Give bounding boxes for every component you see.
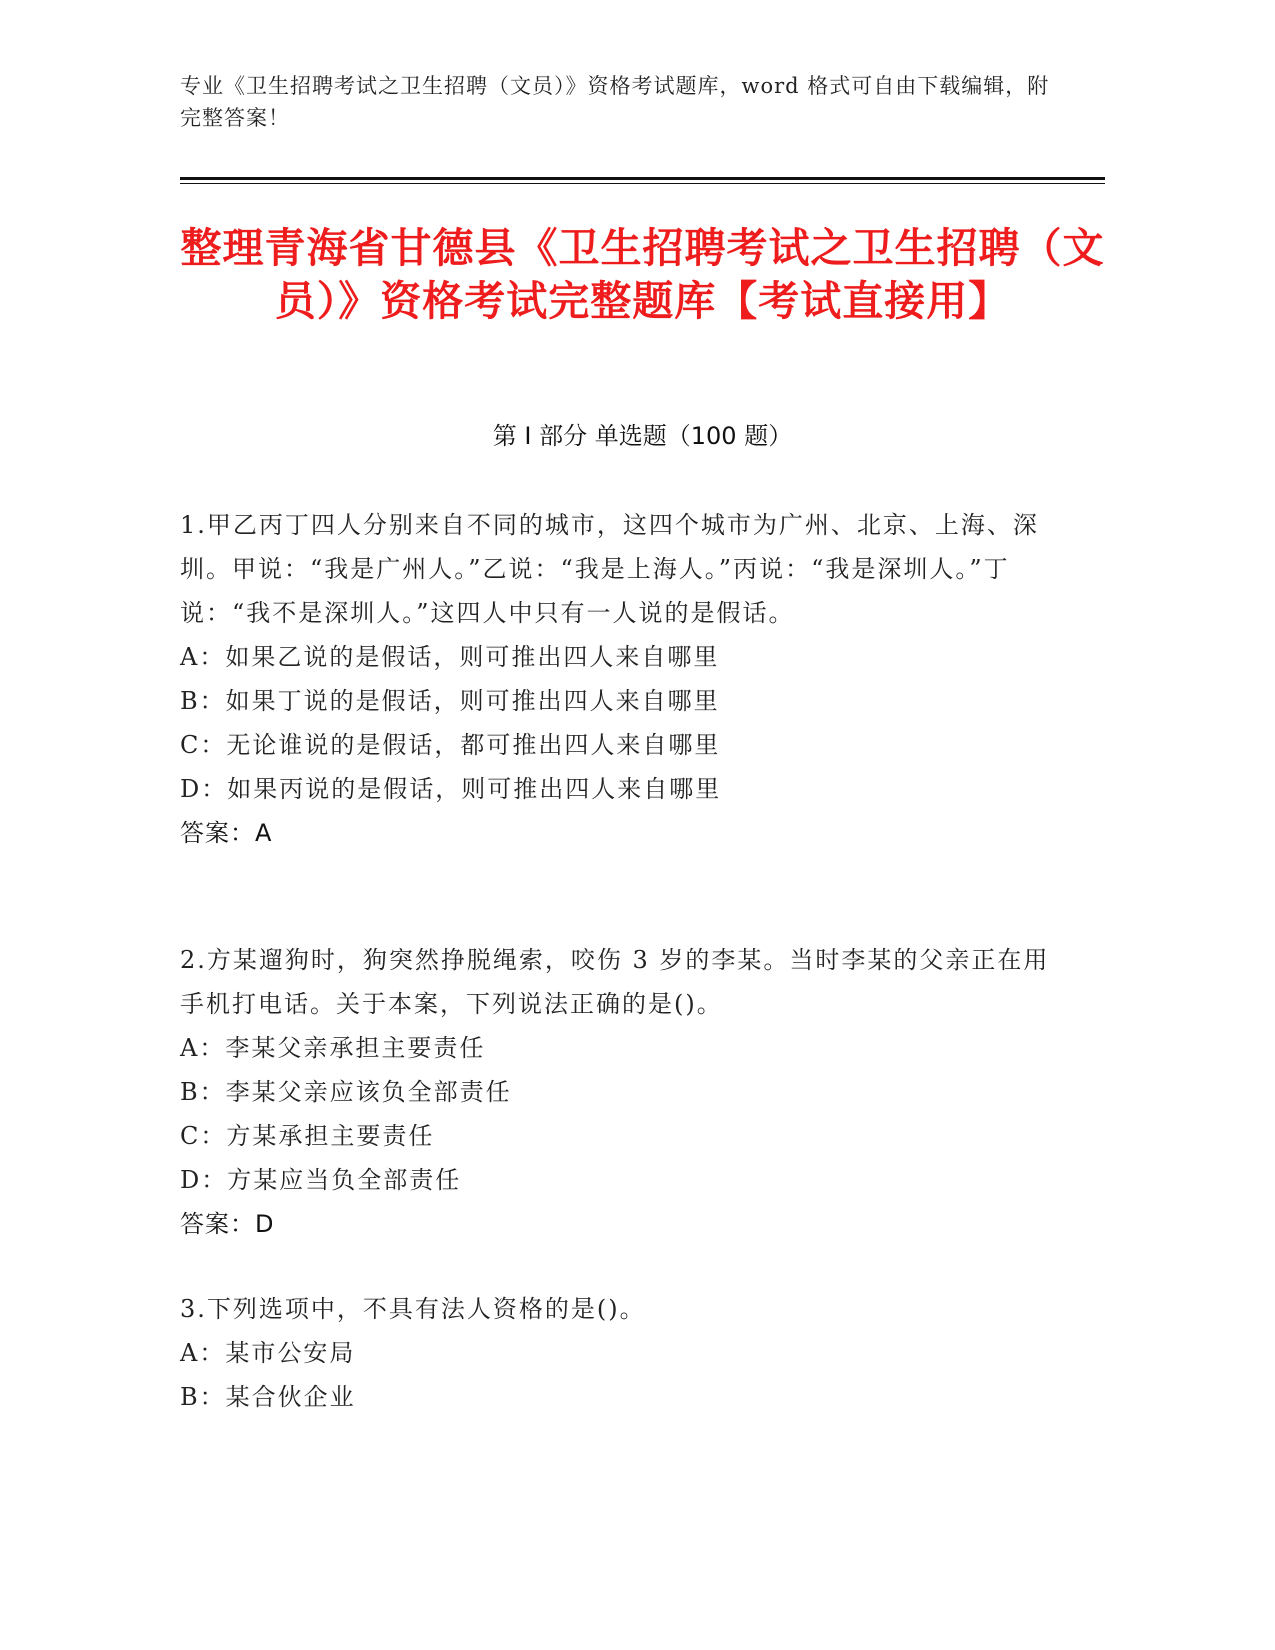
- option-d: D：方某应当负全部责任: [180, 1166, 462, 1194]
- question-stem: 2.方某遛狗时，狗突然挣脱绳索，咬伤 3 岁的李某。当时李某的父亲正在用手机打电话。关于本案，下列说法正确的是()。: [180, 946, 1050, 1018]
- option-b: B：如果丁说的是假话，则可推出四人来自哪里: [180, 687, 720, 715]
- section-title: 第 I 部分 单选题（100 题）: [492, 422, 793, 450]
- option-c: C：方某承担主要责任: [180, 1122, 435, 1150]
- header-note: 专业《卫生招聘考试之卫生招聘（文员）》资格考试题库，word 格式可自由下载编辑，附完整答案！: [180, 74, 1050, 130]
- option-c: C：无论谁说的是假话，都可推出四人来自哪里: [180, 731, 721, 759]
- option-a: A：李某父亲承担主要责任: [180, 1034, 486, 1062]
- option-d: D：如果丙说的是假话，则可推出四人来自哪里: [180, 775, 722, 803]
- option-a: A：如果乙说的是假话，则可推出四人来自哪里: [180, 643, 720, 671]
- question-stem: 3.下列选项中，不具有法人资格的是()。: [180, 1295, 646, 1323]
- answer: 答案：D: [180, 1210, 275, 1238]
- answer: 答案：A: [180, 819, 273, 847]
- option-a: A：某市公安局: [180, 1339, 356, 1367]
- question-3: [180, 1287, 1050, 1419]
- document-title: 整理青海省甘德县《卫生招聘考试之卫生招聘（文员）》资格考试完整题库【考试直接用】: [180, 224, 1105, 325]
- option-b: B：李某父亲应该负全部责任: [180, 1078, 512, 1106]
- question-stem: 1.甲乙丙丁四人分别来自不同的城市，这四个城市为广州、北京、上海、深圳。甲说：“我是广州人。”乙说：“我是上海人。”丙说：“我是深圳人。”丁说：“我不是深圳人。”这四人中只有一人说的是假话。: [180, 511, 1039, 627]
- option-b: B：某合伙企业: [180, 1383, 356, 1411]
- question-1: [180, 503, 1050, 855]
- header-divider-thick: [180, 177, 1105, 180]
- header-divider-thin: [180, 183, 1105, 184]
- question-2: [180, 938, 1050, 1246]
